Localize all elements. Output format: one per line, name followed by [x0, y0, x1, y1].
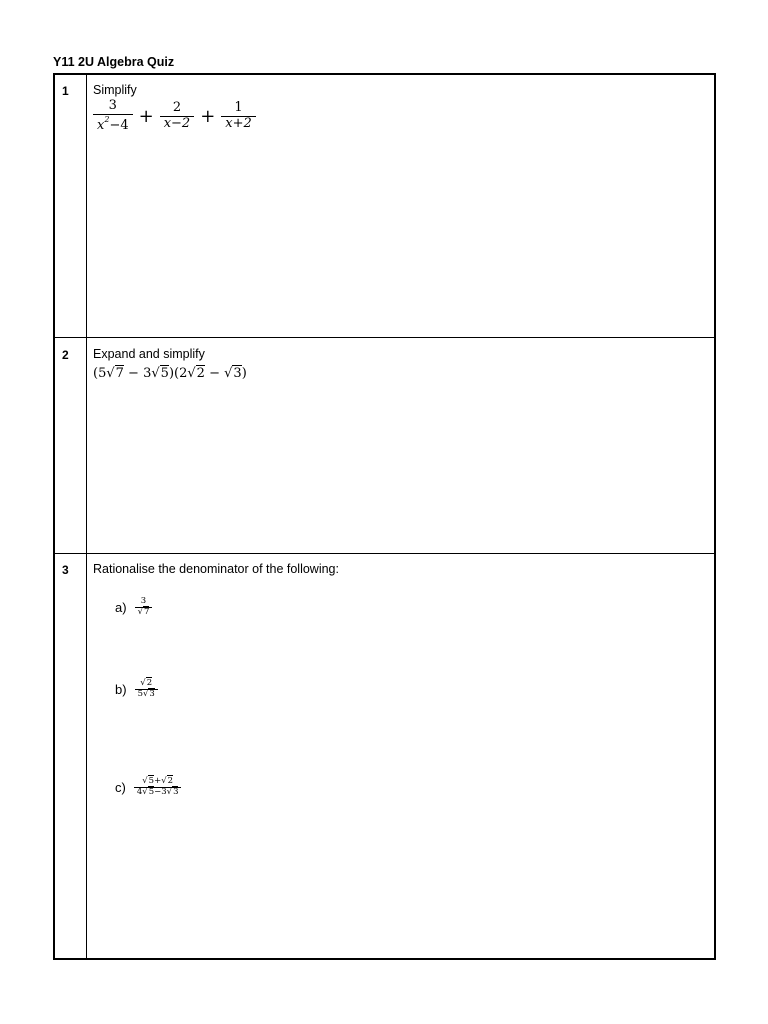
question-1-prompt: Simplify: [93, 83, 137, 97]
question-2-expression: (5√7 − 3√5)(2√2 − √3): [93, 366, 247, 381]
row-divider-1: [55, 337, 714, 338]
question-2-number: 2: [62, 348, 69, 362]
fraction-3: [221, 101, 256, 132]
fraction-1: [93, 99, 133, 134]
question-3b-label: b): [115, 681, 127, 697]
plus-operator-2: +: [200, 105, 216, 127]
question-3c-fraction: $\frac{√5+√2}{4√5-3√3}$: [134, 777, 182, 798]
question-3a-fraction: $\frac{3}{√7}$: [135, 597, 153, 618]
quiz-title: Y11 2U Algebra Quiz: [53, 55, 175, 69]
question-2-prompt: Expand and simplify: [93, 347, 205, 361]
fraction-3-denominator: x+2: [221, 116, 256, 132]
question-3a: [115, 597, 152, 618]
column-divider: [86, 75, 87, 958]
plus-operator-1: +: [138, 105, 154, 127]
question-1-number: 1: [62, 84, 69, 98]
fraction-2: [160, 101, 195, 132]
fraction-2-denominator: x−2: [160, 116, 195, 132]
question-3b: [115, 679, 158, 700]
question-3a-label: a): [115, 599, 127, 615]
question-3c: [115, 777, 181, 798]
fraction-2-numerator: 2: [172, 100, 182, 115]
question-3-number: 3: [62, 563, 69, 577]
question-1-expression: [93, 99, 256, 134]
fraction-1-denominator: $x^2-4$: [93, 114, 133, 134]
row-divider-2: [55, 553, 714, 554]
fraction-1-numerator: 3: [108, 98, 117, 113]
fraction-3-numerator: 1: [234, 100, 243, 115]
question-3c-label: c): [115, 779, 126, 795]
quiz-table: [53, 73, 716, 960]
question-3-prompt: Rationalise the denominator of the following:: [93, 562, 339, 576]
question-3b-fraction: $\frac{√2}{5√3}$: [135, 679, 158, 700]
